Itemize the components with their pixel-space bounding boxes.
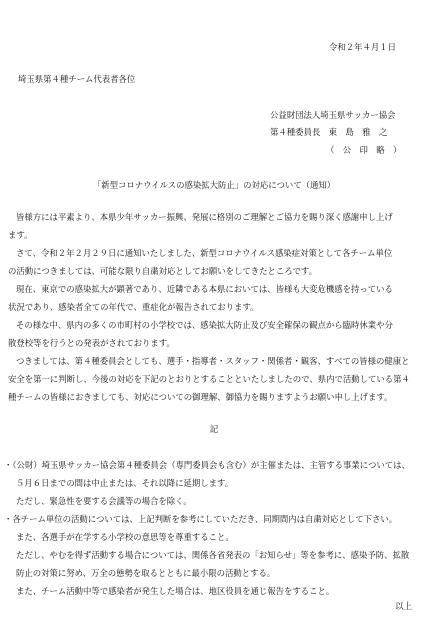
item-line: また、各選手が在学する小学校の意思等を尊重すること。 <box>16 532 234 542</box>
item-line: ただし、緊急性を要する会議等の場合を除く。 <box>16 496 192 506</box>
item-line: ただし、やむを得ず活動する場合については、関係各省発表の「お知らせ」等を参考に、感染予防、拡散 <box>16 550 410 560</box>
body-line: 現在、東京での感染拡大が顕著であり、近隣である本県においては、皆様も大変危機感を持っている <box>16 284 393 294</box>
seal-omitted-note: （ 公 印 略 ） <box>326 145 402 155</box>
document-title: 「新型コロナウイルスの感染拡大防止」の対応について（通知） <box>92 180 336 190</box>
document-date: 令和２年４月１日 <box>329 42 396 52</box>
item-line: また、チーム活動中等で感染者が発生した場合は、地区役員を通じ報告をすること。 <box>16 586 335 596</box>
body-line: 安全を第一に判断し、今後の対応を下記のとおりとすることといたしましたので、県内で活動している第４ <box>8 374 410 384</box>
sender-position-name: 第４種委員長 東 島 雅 之 <box>270 127 388 137</box>
body-line: 状況であり、感染者全ての年代で、重症化が報告されております。 <box>8 302 259 312</box>
item-line: 防止の対策に努め、万全の態勢を取るとともに最小限の活動とする。 <box>16 568 276 578</box>
item-line: ・（公財）埼玉県サッカー協会第４種委員会（専門委員会も含む）が主催または、主管する事業については、 <box>4 460 410 470</box>
body-line: ます。 <box>8 230 33 240</box>
body-line: その様な中、県内の多くの市町村の小学校では、感染拡大防止及び安全確保の観点から臨時休業や分 <box>16 320 393 330</box>
sender-organization: 公益財団法人埼玉県サッカー協会 <box>270 110 396 120</box>
body-line: の活動につきましては、可能な限り自粛対応としてお願いをしてきたところです。 <box>8 266 317 276</box>
item-line: ５月６日までの間は中止または、それ以降に延期します。 <box>16 478 234 488</box>
closing-text: 以上 <box>395 601 412 611</box>
ki-heading: 記 <box>209 424 219 434</box>
body-line: さて、令和２年２月２９日に通知いたしました、新型コロナウイルス感染症対策として各チーム単位 <box>16 248 393 258</box>
body-line: 種チームの皆様におきましても、対応についての御理解、御協力を賜りますようお願い申し上げます。 <box>8 392 393 402</box>
item-line: ・各チーム単位の活動については、上記判断を参考にしていただき、同期間内は自粛対応として下さい。 <box>4 514 398 524</box>
recipient: 埼玉県第４種チーム代表者各位 <box>18 74 136 84</box>
body-line: 散登校等を行うとの発表がされております。 <box>8 338 175 348</box>
body-line: 皆様方には平素より、本県少年サッカー振興、発展に格別のご理解とご協力を賜り深く感謝申し上げ <box>16 212 393 222</box>
body-line: つきましては、第４種委員会としても、選手・指導者・スタッフ・関係者・観客、すべての皆様の健康と <box>16 356 410 366</box>
